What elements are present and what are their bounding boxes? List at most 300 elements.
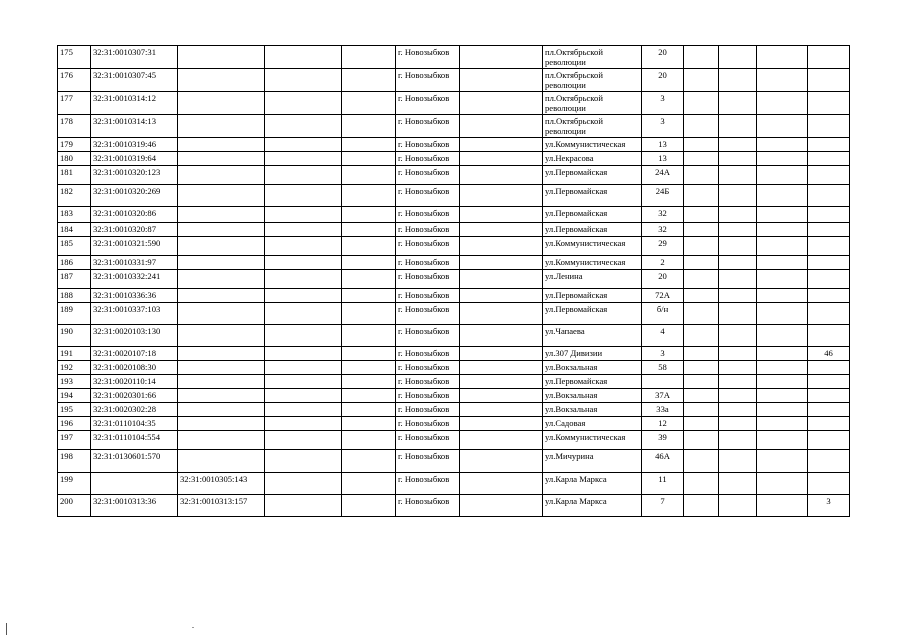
cell-street: ул.Коммунистическая bbox=[543, 138, 642, 152]
cell-cadastral-number-parent bbox=[178, 115, 265, 138]
cell-cadastral-number: 32:31:0010320:86 bbox=[91, 207, 178, 223]
cell-empty bbox=[342, 207, 396, 223]
cell-house-number: 39 bbox=[642, 431, 684, 450]
cell-apartment-number bbox=[808, 237, 850, 256]
scan-margin-mark bbox=[6, 623, 7, 635]
cell-empty bbox=[757, 207, 808, 223]
cell-empty bbox=[757, 431, 808, 450]
cell-empty bbox=[684, 289, 719, 303]
cell-street: ул.Первомайская bbox=[543, 289, 642, 303]
cell-empty bbox=[265, 325, 342, 347]
cell-empty bbox=[342, 361, 396, 375]
cell-empty bbox=[719, 289, 757, 303]
cell-cadastral-number: 32:31:0010337:103 bbox=[91, 303, 178, 325]
cell-empty bbox=[265, 256, 342, 270]
cell-locality: г. Новозыбков bbox=[396, 495, 460, 517]
cell-cadastral-number-parent bbox=[178, 207, 265, 223]
cell-empty bbox=[684, 92, 719, 115]
cell-number: 189 bbox=[58, 303, 91, 325]
cell-empty bbox=[757, 152, 808, 166]
cell-street: пл.Октябрьской революции bbox=[543, 69, 642, 92]
cell-house-number: 32 bbox=[642, 207, 684, 223]
cell-empty bbox=[460, 361, 543, 375]
cell-number: 178 bbox=[58, 115, 91, 138]
cell-cadastral-number-parent bbox=[178, 237, 265, 256]
cell-street: ул.Некрасова bbox=[543, 152, 642, 166]
cell-house-number: 72А bbox=[642, 289, 684, 303]
cell-cadastral-number-parent bbox=[178, 347, 265, 361]
cell-apartment-number bbox=[808, 289, 850, 303]
cell-cadastral-number: 32:31:0010319:64 bbox=[91, 152, 178, 166]
cell-cadastral-number-parent bbox=[178, 303, 265, 325]
cell-empty bbox=[719, 185, 757, 207]
cell-cadastral-number: 32:31:0130601:570 bbox=[91, 450, 178, 473]
cell-apartment-number bbox=[808, 375, 850, 389]
cell-cadastral-number-parent bbox=[178, 69, 265, 92]
cell-empty bbox=[719, 403, 757, 417]
cell-empty bbox=[460, 223, 543, 237]
table-row bbox=[58, 92, 850, 115]
cell-street: ул.Первомайская bbox=[543, 375, 642, 389]
cell-locality: г. Новозыбков bbox=[396, 152, 460, 166]
cell-empty bbox=[684, 361, 719, 375]
cell-empty bbox=[719, 389, 757, 403]
cell-empty bbox=[265, 185, 342, 207]
cell-street: пл.Октябрьской революции bbox=[543, 115, 642, 138]
cell-street: пл.Октябрьской революции bbox=[543, 46, 642, 69]
cell-empty bbox=[342, 495, 396, 517]
cell-empty bbox=[719, 303, 757, 325]
table-row bbox=[58, 403, 850, 417]
cell-cadastral-number-parent bbox=[178, 46, 265, 69]
cell-empty bbox=[757, 289, 808, 303]
cell-locality: г. Новозыбков bbox=[396, 303, 460, 325]
cell-empty bbox=[719, 473, 757, 495]
cell-number: 184 bbox=[58, 223, 91, 237]
cell-empty bbox=[265, 166, 342, 185]
cell-empty bbox=[460, 166, 543, 185]
cell-empty bbox=[265, 46, 342, 69]
cell-number: 197 bbox=[58, 431, 91, 450]
cell-empty bbox=[684, 223, 719, 237]
cell-empty bbox=[265, 450, 342, 473]
cell-apartment-number bbox=[808, 417, 850, 431]
cell-empty bbox=[684, 450, 719, 473]
cell-cadastral-number: 32:31:0010320:87 bbox=[91, 223, 178, 237]
cell-cadastral-number: 32:31:0010320:123 bbox=[91, 166, 178, 185]
cell-empty bbox=[460, 431, 543, 450]
table-row bbox=[58, 289, 850, 303]
cell-empty bbox=[684, 69, 719, 92]
cell-empty bbox=[719, 450, 757, 473]
cell-empty bbox=[719, 361, 757, 375]
table-row bbox=[58, 325, 850, 347]
cell-apartment-number: 3 bbox=[808, 495, 850, 517]
cell-cadastral-number-parent bbox=[178, 223, 265, 237]
cell-locality: г. Новозыбков bbox=[396, 361, 460, 375]
cell-apartment-number bbox=[808, 207, 850, 223]
cell-number: 175 bbox=[58, 46, 91, 69]
cell-empty bbox=[719, 92, 757, 115]
cell-empty bbox=[719, 270, 757, 289]
cell-street: ул.Коммунистическая bbox=[543, 237, 642, 256]
property-registry-table bbox=[57, 45, 850, 517]
cell-empty bbox=[757, 361, 808, 375]
cell-empty bbox=[684, 473, 719, 495]
cell-empty bbox=[342, 270, 396, 289]
cell-empty bbox=[684, 46, 719, 69]
cell-apartment-number bbox=[808, 46, 850, 69]
cell-empty bbox=[342, 185, 396, 207]
cell-empty bbox=[719, 46, 757, 69]
cell-street: ул.Вокзальная bbox=[543, 403, 642, 417]
cell-apartment-number bbox=[808, 115, 850, 138]
cell-empty bbox=[460, 115, 543, 138]
cell-empty bbox=[265, 495, 342, 517]
cell-empty bbox=[265, 69, 342, 92]
cell-house-number: 24А bbox=[642, 166, 684, 185]
scan-speck bbox=[192, 627, 194, 628]
cell-street: ул.Первомайская bbox=[543, 303, 642, 325]
cell-empty bbox=[719, 495, 757, 517]
cell-empty bbox=[460, 256, 543, 270]
cell-locality: г. Новозыбков bbox=[396, 289, 460, 303]
cell-empty bbox=[719, 417, 757, 431]
cell-empty bbox=[460, 270, 543, 289]
cell-cadastral-number-parent bbox=[178, 431, 265, 450]
cell-cadastral-number-parent: 32:31:0010305:143 bbox=[178, 473, 265, 495]
cell-cadastral-number-parent bbox=[178, 185, 265, 207]
cell-cadastral-number: 32:31:0010314:12 bbox=[91, 92, 178, 115]
table-row bbox=[58, 431, 850, 450]
cell-number: 191 bbox=[58, 347, 91, 361]
table-row bbox=[58, 375, 850, 389]
cell-empty bbox=[460, 46, 543, 69]
cell-empty bbox=[684, 138, 719, 152]
cell-empty bbox=[265, 115, 342, 138]
cell-empty bbox=[719, 347, 757, 361]
cell-house-number: 3 bbox=[642, 347, 684, 361]
cell-street: ул.Карла Маркса bbox=[543, 473, 642, 495]
cell-cadastral-number-parent bbox=[178, 375, 265, 389]
cell-empty bbox=[342, 303, 396, 325]
cell-empty bbox=[265, 375, 342, 389]
table-row bbox=[58, 347, 850, 361]
cell-empty bbox=[684, 325, 719, 347]
cell-empty bbox=[342, 138, 396, 152]
cell-empty bbox=[342, 417, 396, 431]
cell-locality: г. Новозыбков bbox=[396, 166, 460, 185]
cell-empty bbox=[719, 138, 757, 152]
cell-cadastral-number-parent bbox=[178, 389, 265, 403]
cell-empty bbox=[757, 270, 808, 289]
table-row bbox=[58, 417, 850, 431]
cell-empty bbox=[684, 347, 719, 361]
cell-apartment-number bbox=[808, 223, 850, 237]
table-row bbox=[58, 185, 850, 207]
cell-house-number: 46А bbox=[642, 450, 684, 473]
table-row bbox=[58, 256, 850, 270]
cell-house-number: 37А bbox=[642, 389, 684, 403]
cell-apartment-number bbox=[808, 270, 850, 289]
cell-empty bbox=[757, 325, 808, 347]
cell-empty bbox=[757, 92, 808, 115]
cell-empty bbox=[684, 389, 719, 403]
table-row bbox=[58, 361, 850, 375]
cell-apartment-number bbox=[808, 361, 850, 375]
cell-empty bbox=[460, 207, 543, 223]
cell-empty bbox=[265, 403, 342, 417]
cell-empty bbox=[342, 389, 396, 403]
cell-empty bbox=[719, 223, 757, 237]
cell-number: 196 bbox=[58, 417, 91, 431]
cell-cadastral-number: 32:31:0010319:46 bbox=[91, 138, 178, 152]
cell-apartment-number bbox=[808, 431, 850, 450]
cell-empty bbox=[342, 115, 396, 138]
cell-street: ул.Коммунистическая bbox=[543, 431, 642, 450]
cell-empty bbox=[757, 495, 808, 517]
cell-locality: г. Новозыбков bbox=[396, 325, 460, 347]
cell-number: 193 bbox=[58, 375, 91, 389]
cell-empty bbox=[719, 69, 757, 92]
cell-apartment-number bbox=[808, 256, 850, 270]
cell-empty bbox=[460, 450, 543, 473]
cell-empty bbox=[719, 152, 757, 166]
cell-locality: г. Новозыбков bbox=[396, 417, 460, 431]
cell-house-number: 2 bbox=[642, 256, 684, 270]
cell-number: 195 bbox=[58, 403, 91, 417]
cell-empty bbox=[684, 256, 719, 270]
cell-locality: г. Новозыбков bbox=[396, 92, 460, 115]
cell-house-number: 32 bbox=[642, 223, 684, 237]
cell-empty bbox=[265, 303, 342, 325]
cell-empty bbox=[684, 237, 719, 256]
cell-street: ул.307 Дивизии bbox=[543, 347, 642, 361]
cell-empty bbox=[265, 207, 342, 223]
cell-street: ул.Первомайская bbox=[543, 207, 642, 223]
cell-empty bbox=[265, 431, 342, 450]
cell-number: 194 bbox=[58, 389, 91, 403]
cell-empty bbox=[684, 303, 719, 325]
cell-apartment-number bbox=[808, 166, 850, 185]
cell-empty bbox=[460, 325, 543, 347]
cell-empty bbox=[719, 166, 757, 185]
cell-locality: г. Новозыбков bbox=[396, 403, 460, 417]
cell-number: 179 bbox=[58, 138, 91, 152]
cell-empty bbox=[460, 92, 543, 115]
cell-locality: г. Новозыбков bbox=[396, 46, 460, 69]
cell-empty bbox=[460, 303, 543, 325]
cell-empty bbox=[757, 223, 808, 237]
cell-empty bbox=[460, 389, 543, 403]
cell-empty bbox=[342, 152, 396, 166]
table-row bbox=[58, 450, 850, 473]
cell-locality: г. Новозыбков bbox=[396, 69, 460, 92]
cell-cadastral-number: 32:31:0010307:31 bbox=[91, 46, 178, 69]
cell-empty bbox=[460, 185, 543, 207]
cell-number: 190 bbox=[58, 325, 91, 347]
cell-empty bbox=[719, 325, 757, 347]
cell-empty bbox=[719, 431, 757, 450]
cell-empty bbox=[342, 289, 396, 303]
cell-number: 187 bbox=[58, 270, 91, 289]
cell-empty bbox=[757, 115, 808, 138]
cell-empty bbox=[757, 69, 808, 92]
cell-empty bbox=[757, 403, 808, 417]
table-row bbox=[58, 495, 850, 517]
cell-empty bbox=[460, 403, 543, 417]
cell-number: 176 bbox=[58, 69, 91, 92]
cell-empty bbox=[757, 417, 808, 431]
cell-house-number: б/н bbox=[642, 303, 684, 325]
cell-cadastral-number bbox=[91, 473, 178, 495]
cell-empty bbox=[757, 303, 808, 325]
cell-number: 188 bbox=[58, 289, 91, 303]
cell-number: 192 bbox=[58, 361, 91, 375]
cell-empty bbox=[719, 237, 757, 256]
cell-cadastral-number: 32:31:0010332:241 bbox=[91, 270, 178, 289]
cell-apartment-number bbox=[808, 450, 850, 473]
cell-apartment-number bbox=[808, 69, 850, 92]
cell-number: 177 bbox=[58, 92, 91, 115]
table-row bbox=[58, 270, 850, 289]
cell-empty bbox=[757, 473, 808, 495]
cell-cadastral-number: 32:31:0010336:36 bbox=[91, 289, 178, 303]
cell-apartment-number bbox=[808, 152, 850, 166]
cell-empty bbox=[460, 289, 543, 303]
cell-number: 198 bbox=[58, 450, 91, 473]
cell-empty bbox=[684, 152, 719, 166]
table-row bbox=[58, 237, 850, 256]
cell-empty bbox=[757, 166, 808, 185]
table-row bbox=[58, 115, 850, 138]
table-row bbox=[58, 473, 850, 495]
cell-empty bbox=[684, 166, 719, 185]
cell-number: 185 bbox=[58, 237, 91, 256]
cell-cadastral-number: 32:31:0110104:554 bbox=[91, 431, 178, 450]
cell-cadastral-number: 32:31:0010320:269 bbox=[91, 185, 178, 207]
cell-empty bbox=[757, 138, 808, 152]
table-row bbox=[58, 69, 850, 92]
cell-cadastral-number: 32:31:0010331:97 bbox=[91, 256, 178, 270]
cell-number: 186 bbox=[58, 256, 91, 270]
cell-cadastral-number: 32:31:0010307:45 bbox=[91, 69, 178, 92]
cell-street: ул.Вокзальная bbox=[543, 389, 642, 403]
cell-empty bbox=[719, 115, 757, 138]
cell-cadastral-number-parent bbox=[178, 417, 265, 431]
cell-empty bbox=[684, 115, 719, 138]
cell-empty bbox=[460, 347, 543, 361]
cell-empty bbox=[342, 46, 396, 69]
cell-house-number: 4 bbox=[642, 325, 684, 347]
cell-empty bbox=[265, 237, 342, 256]
table-row bbox=[58, 223, 850, 237]
cell-number: 181 bbox=[58, 166, 91, 185]
cell-empty bbox=[684, 207, 719, 223]
cell-empty bbox=[265, 473, 342, 495]
cell-apartment-number bbox=[808, 92, 850, 115]
cell-empty bbox=[265, 270, 342, 289]
cell-house-number: 20 bbox=[642, 69, 684, 92]
cell-house-number: 20 bbox=[642, 46, 684, 69]
cell-empty bbox=[719, 207, 757, 223]
cell-empty bbox=[342, 166, 396, 185]
cell-empty bbox=[265, 152, 342, 166]
cell-empty bbox=[342, 473, 396, 495]
cell-number: 183 bbox=[58, 207, 91, 223]
cell-number: 199 bbox=[58, 473, 91, 495]
cell-locality: г. Новозыбков bbox=[396, 375, 460, 389]
cell-locality: г. Новозыбков bbox=[396, 185, 460, 207]
cell-empty bbox=[342, 92, 396, 115]
cell-house-number: 29 bbox=[642, 237, 684, 256]
cell-empty bbox=[684, 417, 719, 431]
cell-locality: г. Новозыбков bbox=[396, 347, 460, 361]
cell-empty bbox=[684, 185, 719, 207]
cell-street: ул.Карла Маркса bbox=[543, 495, 642, 517]
cell-empty bbox=[757, 375, 808, 389]
cell-cadastral-number-parent bbox=[178, 138, 265, 152]
table-row bbox=[58, 389, 850, 403]
cell-cadastral-number: 32:31:0020110:14 bbox=[91, 375, 178, 389]
cell-house-number: 20 bbox=[642, 270, 684, 289]
cell-street: ул.Чапаева bbox=[543, 325, 642, 347]
cell-cadastral-number-parent bbox=[178, 289, 265, 303]
cell-locality: г. Новозыбков bbox=[396, 138, 460, 152]
cell-empty bbox=[684, 403, 719, 417]
cell-cadastral-number-parent bbox=[178, 270, 265, 289]
table-row bbox=[58, 303, 850, 325]
cell-apartment-number bbox=[808, 325, 850, 347]
cell-apartment-number bbox=[808, 303, 850, 325]
cell-empty bbox=[684, 375, 719, 389]
cell-empty bbox=[342, 347, 396, 361]
cell-house-number: 7 bbox=[642, 495, 684, 517]
cell-empty bbox=[265, 389, 342, 403]
cell-empty bbox=[342, 325, 396, 347]
cell-house-number: 58 bbox=[642, 361, 684, 375]
table-row bbox=[58, 166, 850, 185]
cell-cadastral-number-parent bbox=[178, 450, 265, 473]
cell-empty bbox=[342, 223, 396, 237]
cell-number: 200 bbox=[58, 495, 91, 517]
cell-street: пл.Октябрьской революции bbox=[543, 92, 642, 115]
cell-empty bbox=[757, 347, 808, 361]
cell-house-number: 13 bbox=[642, 152, 684, 166]
cell-street: ул.Вокзальная bbox=[543, 361, 642, 375]
cell-locality: г. Новозыбков bbox=[396, 431, 460, 450]
cell-house-number: 33а bbox=[642, 403, 684, 417]
cell-empty bbox=[342, 403, 396, 417]
cell-empty bbox=[265, 223, 342, 237]
cell-street: ул.Первомайская bbox=[543, 223, 642, 237]
cell-cadastral-number: 32:31:0020302:28 bbox=[91, 403, 178, 417]
cell-cadastral-number-parent bbox=[178, 166, 265, 185]
cell-empty bbox=[757, 389, 808, 403]
cell-empty bbox=[342, 237, 396, 256]
cell-apartment-number bbox=[808, 389, 850, 403]
cell-empty bbox=[460, 237, 543, 256]
cell-empty bbox=[265, 347, 342, 361]
cell-cadastral-number: 32:31:0010313:36 bbox=[91, 495, 178, 517]
cell-empty bbox=[757, 185, 808, 207]
cell-house-number: 24Б bbox=[642, 185, 684, 207]
cell-empty bbox=[265, 361, 342, 375]
cell-cadastral-number: 32:31:0010321:590 bbox=[91, 237, 178, 256]
cell-empty bbox=[460, 138, 543, 152]
cell-house-number: 3 bbox=[642, 115, 684, 138]
cell-empty bbox=[460, 495, 543, 517]
